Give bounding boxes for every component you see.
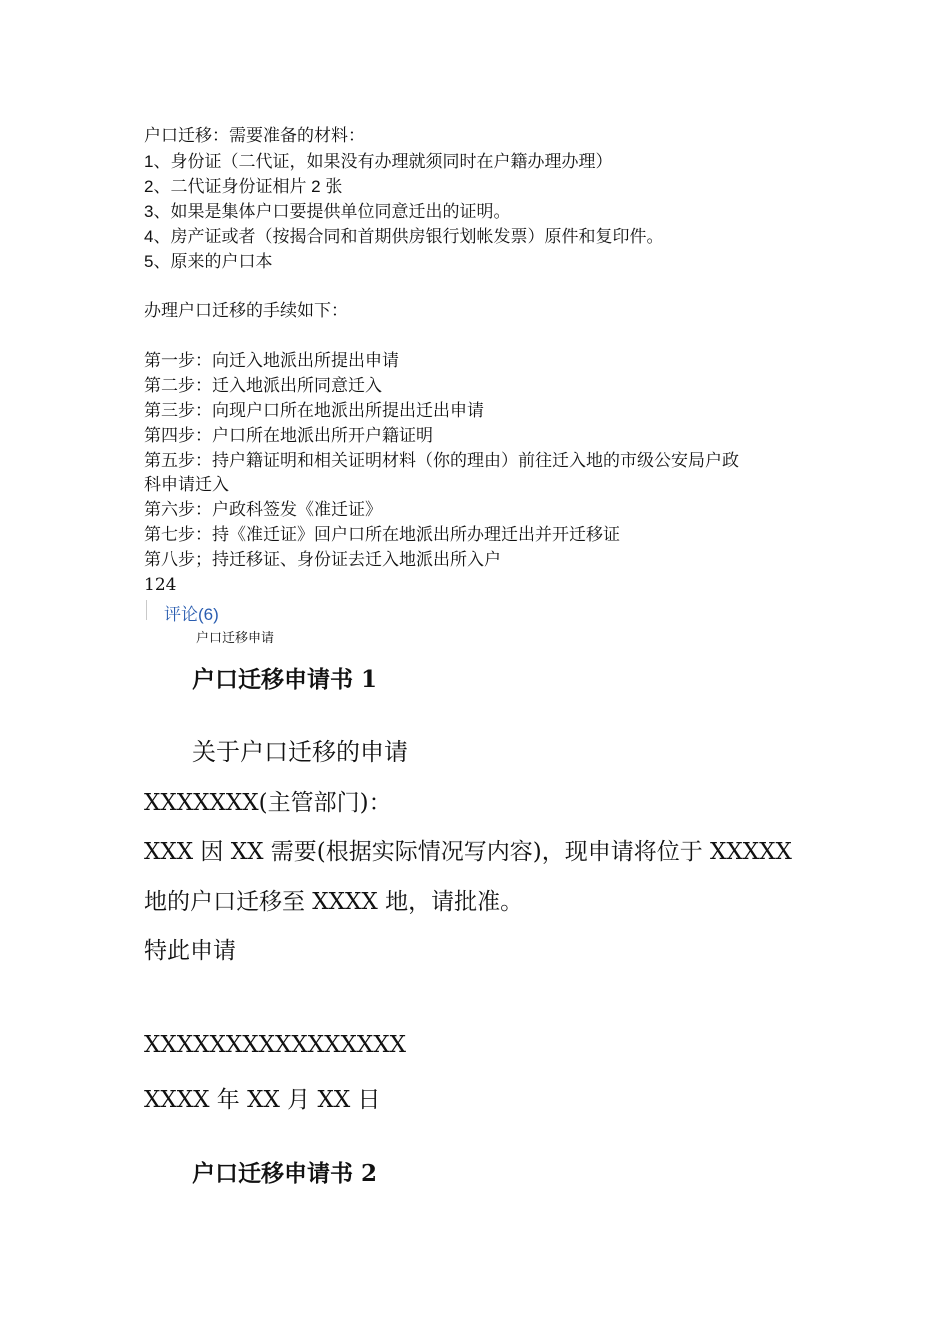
procedure-step: 第六步：户政科签发《准迁证》: [144, 500, 382, 520]
procedure-step: 第四步：户口所在地派出所开户籍证明: [144, 426, 433, 446]
procedure-step: 第二步：迁入地派出所同意迁入: [144, 376, 382, 396]
view-count: 124: [144, 575, 177, 595]
letter-2-title: 户口迁移申请书 2: [192, 1160, 378, 1187]
procedure-step: 科申请迁入: [144, 475, 229, 495]
materials-heading: 户口迁移：需要准备的材料：: [144, 126, 365, 146]
letter-1-date: XXXX 年 XX 月 XX 日: [144, 1087, 381, 1113]
comments-link[interactable]: 评论(6): [164, 605, 219, 624]
material-item: 2、二代证身份证相片 2 张: [144, 177, 343, 196]
procedure-step: 第八步；持迁移证、身份证去迁入地派出所入户: [144, 550, 501, 570]
letter-1-salutation: XXXXXXX(主管部门)：: [144, 790, 392, 816]
letter-1-body-line: 地的户口迁移至 XXXX 地，请批准。: [144, 889, 524, 915]
procedure-step: 第五步：持户籍证明和相关证明材料（你的理由）前往迁入地的市级公安局户政: [144, 451, 739, 471]
letter-1-title: 户口迁移申请书 1: [192, 666, 378, 693]
material-item: 3、如果是集体户口要提供单位同意迁出的证明。: [144, 202, 511, 221]
letter-1-body-line: XXX 因 XX 需要(根据实际情况写内容)，现申请将位于 XXXXX: [144, 839, 792, 865]
material-item: 4、房产证或者（按揭合同和首期供房银行划帐发票）原件和复印件。: [144, 227, 664, 246]
letter-1-subject: 关于户口迁移的申请: [192, 738, 408, 766]
procedure-step: 第七步：持《准迁证》回户口所在地派出所办理迁出并开迁移证: [144, 525, 620, 545]
comment-divider: [146, 600, 147, 620]
procedure-heading: 办理户口迁移的手续如下：: [144, 301, 348, 321]
procedure-step: 第一步：向迁入地派出所提出申请: [144, 351, 399, 371]
article-tag[interactable]: 户口迁移申请: [196, 631, 275, 646]
material-item: 1、身份证（二代证，如果没有办理就须同时在户籍办理办理）: [144, 152, 613, 171]
material-item: 5、原来的户口本: [144, 252, 273, 271]
letter-1-closing: 特此申请: [144, 938, 236, 964]
procedure-step: 第三步：向现户口所在地派出所提出迁出申请: [144, 401, 484, 421]
letter-1-signature: XXXXXXXXXXXXXXXX: [144, 1032, 406, 1058]
